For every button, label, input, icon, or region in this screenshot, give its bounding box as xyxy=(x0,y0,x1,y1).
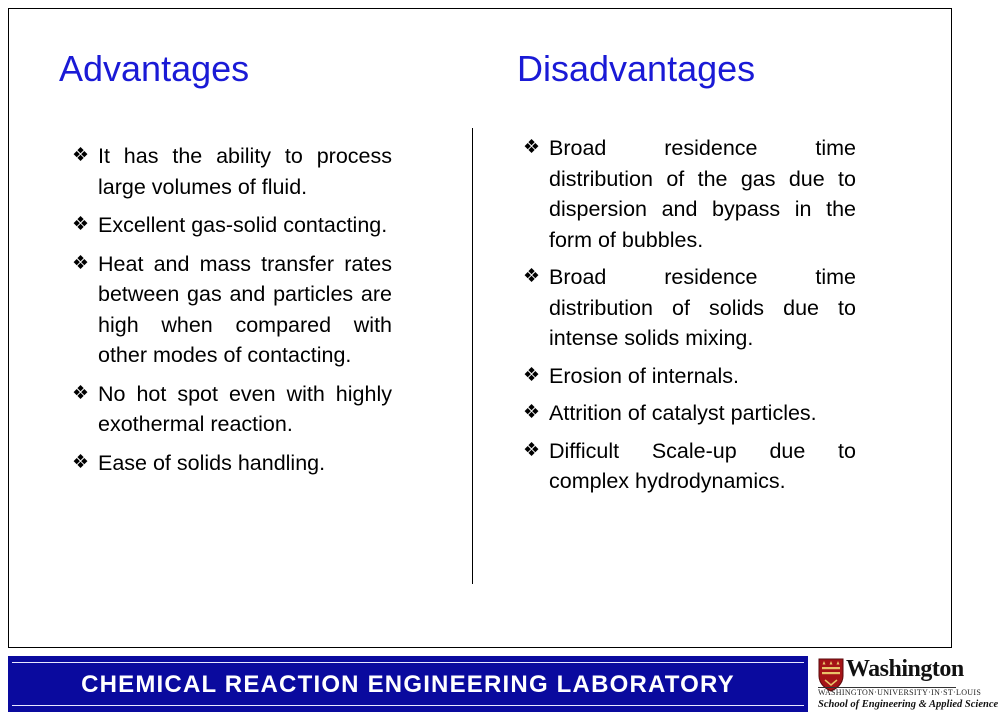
disadvantage-text: Broad residence time distribution of the gas due to dispersion and bypass in the form of bubbles. xyxy=(549,136,856,252)
list-item xyxy=(72,448,392,479)
advantage-text: It has the ability to process large volumes of fluid. xyxy=(98,144,392,199)
lab-name-banner-text: CHEMICAL REACTION ENGINEERING LABORATORY xyxy=(81,671,735,698)
list-item xyxy=(523,398,856,429)
list-item xyxy=(72,141,392,202)
advantages-heading: Advantages xyxy=(59,48,250,89)
disadvantage-text: Erosion of internals. xyxy=(549,363,740,388)
list-item xyxy=(523,361,856,392)
list-item xyxy=(523,262,856,354)
logo-wordmark: Washington xyxy=(846,656,964,682)
diamond-bullet-icon: ❖ xyxy=(523,137,541,158)
column-divider xyxy=(472,128,473,584)
diamond-bullet-icon: ❖ xyxy=(523,364,541,386)
disadvantage-text: Difficult Scale-up due to complex hydrodynamics. xyxy=(549,438,856,493)
diamond-bullet-icon: ❖ xyxy=(72,252,90,274)
advantage-text: Excellent gas-solid contacting. xyxy=(98,213,388,237)
university-logo xyxy=(816,654,998,716)
disadvantages-heading: Disadvantages xyxy=(517,48,756,89)
disadvantages-list xyxy=(523,133,856,504)
diamond-bullet-icon: ❖ xyxy=(523,266,541,287)
list-item xyxy=(72,249,392,371)
diamond-bullet-icon: ❖ xyxy=(72,451,90,473)
diamond-bullet-icon: ❖ xyxy=(72,145,90,166)
disadvantage-text: Attrition of catalyst particles. xyxy=(549,401,817,425)
diamond-bullet-icon: ❖ xyxy=(523,439,541,461)
advantage-text: Heat and mass transfer rates between gas and particles are high when compared with other modes of contacting. xyxy=(98,251,392,367)
banner-top-rule xyxy=(12,662,804,663)
list-item xyxy=(523,436,856,497)
diamond-bullet-icon: ❖ xyxy=(523,402,541,423)
diamond-bullet-icon: ❖ xyxy=(72,382,90,404)
footer-banner xyxy=(8,656,808,712)
advantage-text: Ease of solids handling. xyxy=(98,450,326,475)
logo-school-line: School of Engineering & Applied Science xyxy=(818,699,998,710)
diamond-bullet-icon: ❖ xyxy=(72,214,90,235)
list-item xyxy=(72,379,392,440)
logo-university-line: WASHINGTON·UNIVERSITY·IN·ST·LOUIS xyxy=(818,688,982,697)
advantages-list xyxy=(72,141,392,486)
disadvantage-text: Broad residence time distribution of solids due to intense solids mixing. xyxy=(549,265,856,350)
list-item xyxy=(72,210,392,241)
banner-bottom-rule xyxy=(12,705,804,706)
advantage-text: No hot spot even with highly exothermal reaction. xyxy=(98,381,392,436)
list-item xyxy=(523,133,856,255)
